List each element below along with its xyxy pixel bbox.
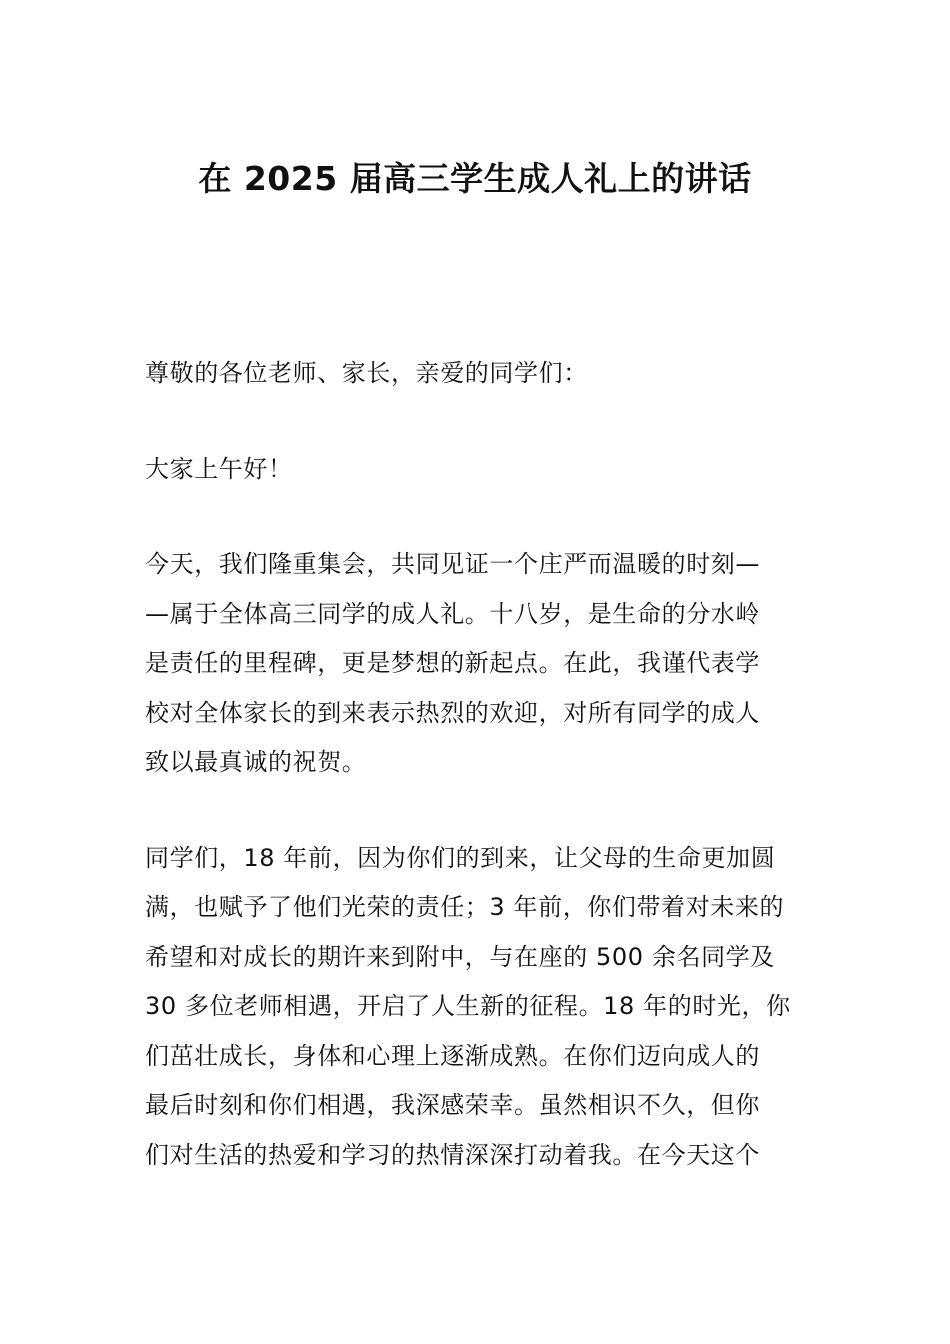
paragraph-line: 希望和对成长的期许来到附中，与在座的 500 余名同学及 xyxy=(145,942,775,971)
document-title: 在 2025 届高三学生成人礼上的讲话 xyxy=(198,159,752,198)
salutation-line: 尊敬的各位老师、家长，亲爱的同学们： xyxy=(145,359,588,387)
paragraph-line: 30 多位老师相遇，开启了人生新的征程。18 年的时光，你 xyxy=(145,992,791,1020)
paragraph-line: 致以最真诚的祝贺。 xyxy=(145,748,367,776)
paragraph-2 xyxy=(145,834,809,1181)
paragraph-line: 今天，我们隆重集会，共同见证一个庄严而温暖的时刻— xyxy=(145,550,760,578)
paragraph-line: —属于全体高三同学的成人礼。十八岁，是生命的分水岭 xyxy=(145,599,760,628)
paragraph-line: 们茁壮成长，身体和心理上逐渐成熟。在你们迈向成人的 xyxy=(145,1041,760,1070)
paragraph-line: 同学们，18 年前，因为你们的到来，让父母的生命更加圆 xyxy=(145,843,776,872)
greeting-line: 大家上午好！ xyxy=(145,454,293,483)
document-body xyxy=(145,349,809,1226)
greeting xyxy=(145,445,809,495)
paragraph-1 xyxy=(145,540,809,788)
salutation xyxy=(145,349,809,399)
paragraph-line: 校对全体家长的到来表示热烈的欢迎，对所有同学的成人 xyxy=(145,698,760,727)
paragraph-line: 满，也赋予了他们光荣的责任；3 年前，你们带着对未来的 xyxy=(145,893,785,921)
paragraph-line: 最后时刻和你们相遇，我深感荣幸。虽然相识不久，但你 xyxy=(145,1091,760,1119)
paragraph-line: 是责任的里程碑，更是梦想的新起点。在此，我谨代表学 xyxy=(145,649,760,677)
paragraph-line: 们对生活的热爱和学习的热情深深打动着我。在今天这个 xyxy=(145,1140,760,1169)
